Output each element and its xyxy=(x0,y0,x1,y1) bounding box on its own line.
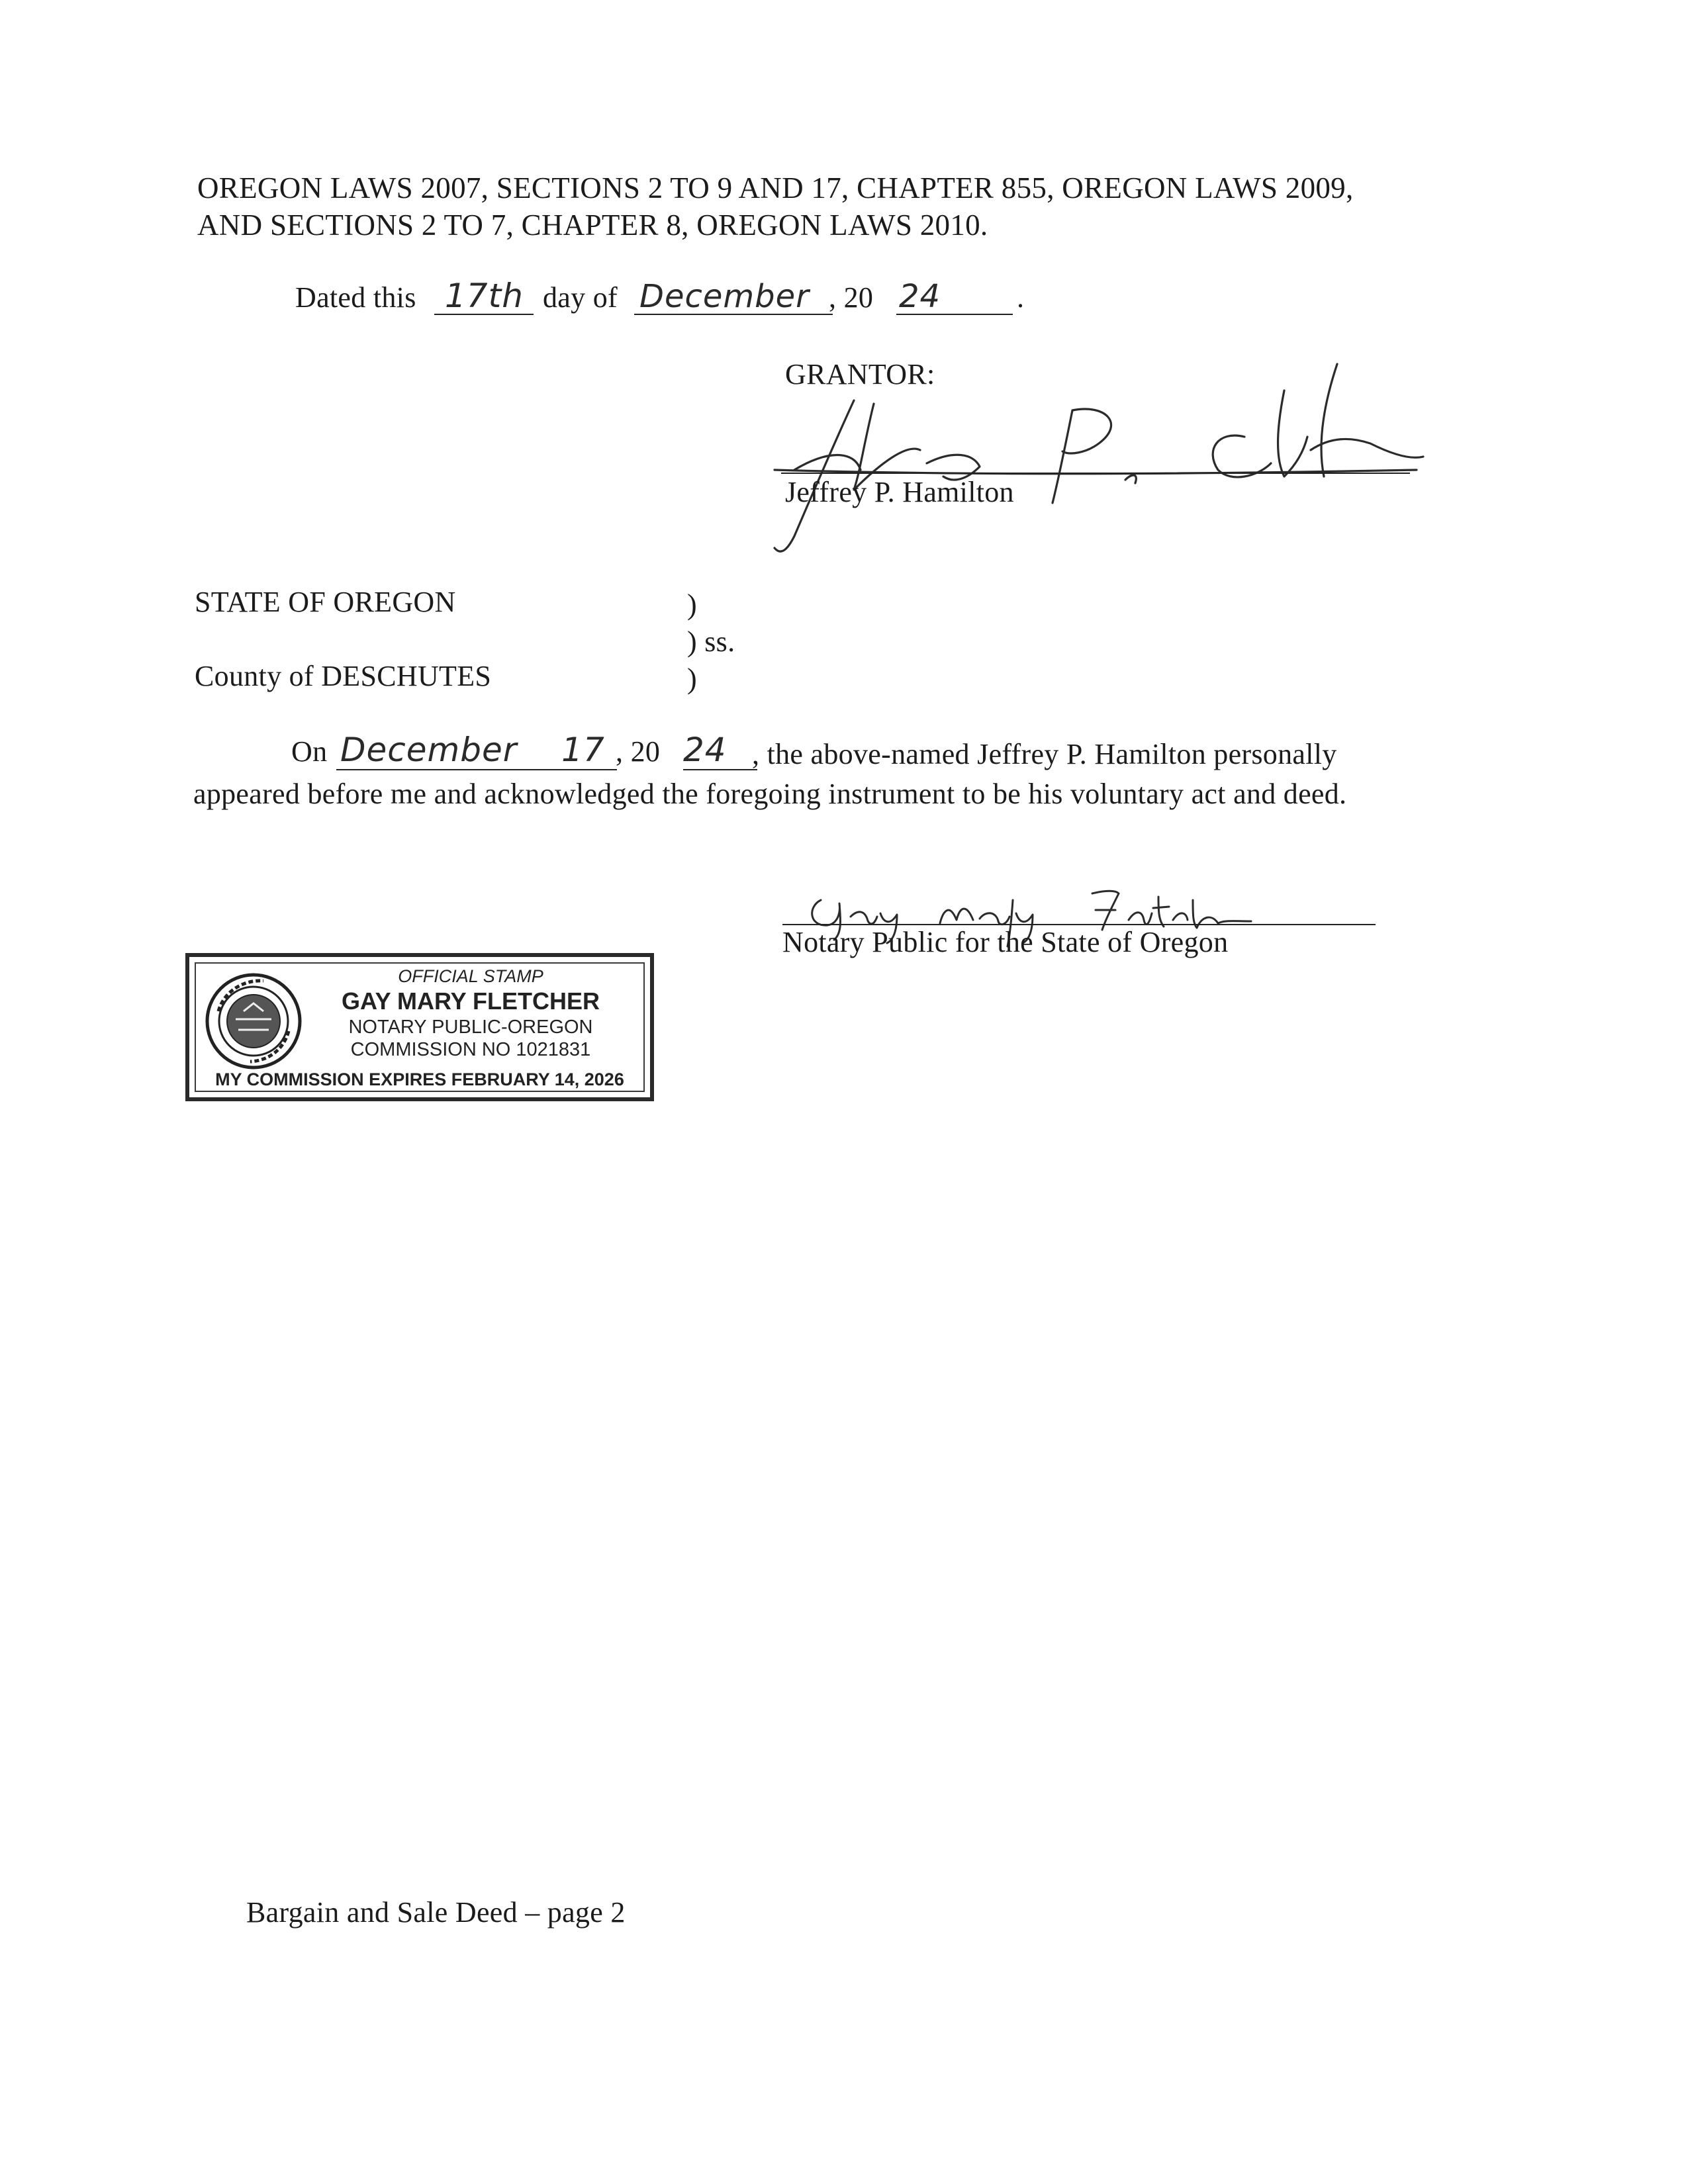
ack-line-1-rest: , the above-named Jeffrey P. Hamilton personally xyxy=(752,738,1337,770)
state-seal-icon xyxy=(204,972,303,1071)
dated-prefix: Dated this xyxy=(295,281,416,314)
notary-caption: Notary Public for the State of Oregon xyxy=(782,926,1229,958)
grantor-signature xyxy=(755,338,1430,556)
heading-line-2: AND SECTIONS 2 TO 7, CHAPTER 8, OREGON LAWS 2010. xyxy=(197,208,988,242)
notary-signature-line xyxy=(782,924,1376,925)
grantor-signature-line xyxy=(781,473,1410,474)
venue-state: STATE OF OREGON xyxy=(195,586,456,618)
stamp-title: OFFICIAL STAMP xyxy=(398,966,543,986)
venue-county: County of DESCHUTES xyxy=(195,660,492,692)
ack-line-2: appeared before me and acknowledged the foregoing instrument to be his voluntary act and deed. xyxy=(193,778,1347,810)
stamp-line-1: NOTARY PUBLIC-OREGON xyxy=(348,1017,593,1038)
ack-date-handwritten: December 17 xyxy=(340,731,605,769)
dated-year-handwritten: 24 xyxy=(899,278,941,315)
venue-paren-1: ) xyxy=(687,588,697,621)
ack-year-handwritten: 24 xyxy=(683,731,727,769)
footer-page-label: Bargain and Sale Deed – page 2 xyxy=(246,1896,626,1929)
dated-year-prefix: , 20 xyxy=(829,281,874,314)
stamp-notary-name: GAY MARY FLETCHER xyxy=(341,987,600,1015)
venue-ss: ) ss. xyxy=(687,625,735,658)
ack-date-line xyxy=(336,769,617,770)
stamp-line-2: COMMISSION NO 1021831 xyxy=(350,1039,591,1060)
grantor-name: Jeffrey P. Hamilton xyxy=(785,476,1014,508)
ack-year-prefix: , 20 xyxy=(616,735,661,768)
notary-stamp xyxy=(185,953,654,1101)
heading-line-1: OREGON LAWS 2007, SECTIONS 2 TO 9 AND 17, CHAPTER 855, OREGON LAWS 2009, xyxy=(197,171,1354,205)
dated-day-handwritten: 17th xyxy=(445,277,524,315)
stamp-expires: MY COMMISSION EXPIRES FEBRUARY 14, 2026 xyxy=(215,1069,624,1089)
dated-end: . xyxy=(1017,281,1025,314)
dated-month-handwritten: December xyxy=(639,278,810,315)
dated-day-of: day of xyxy=(543,281,618,314)
ack-year-line xyxy=(683,769,757,770)
grantor-label: GRANTOR: xyxy=(785,358,935,390)
venue-paren-2: ) xyxy=(687,662,697,695)
ack-on: On xyxy=(291,735,328,768)
